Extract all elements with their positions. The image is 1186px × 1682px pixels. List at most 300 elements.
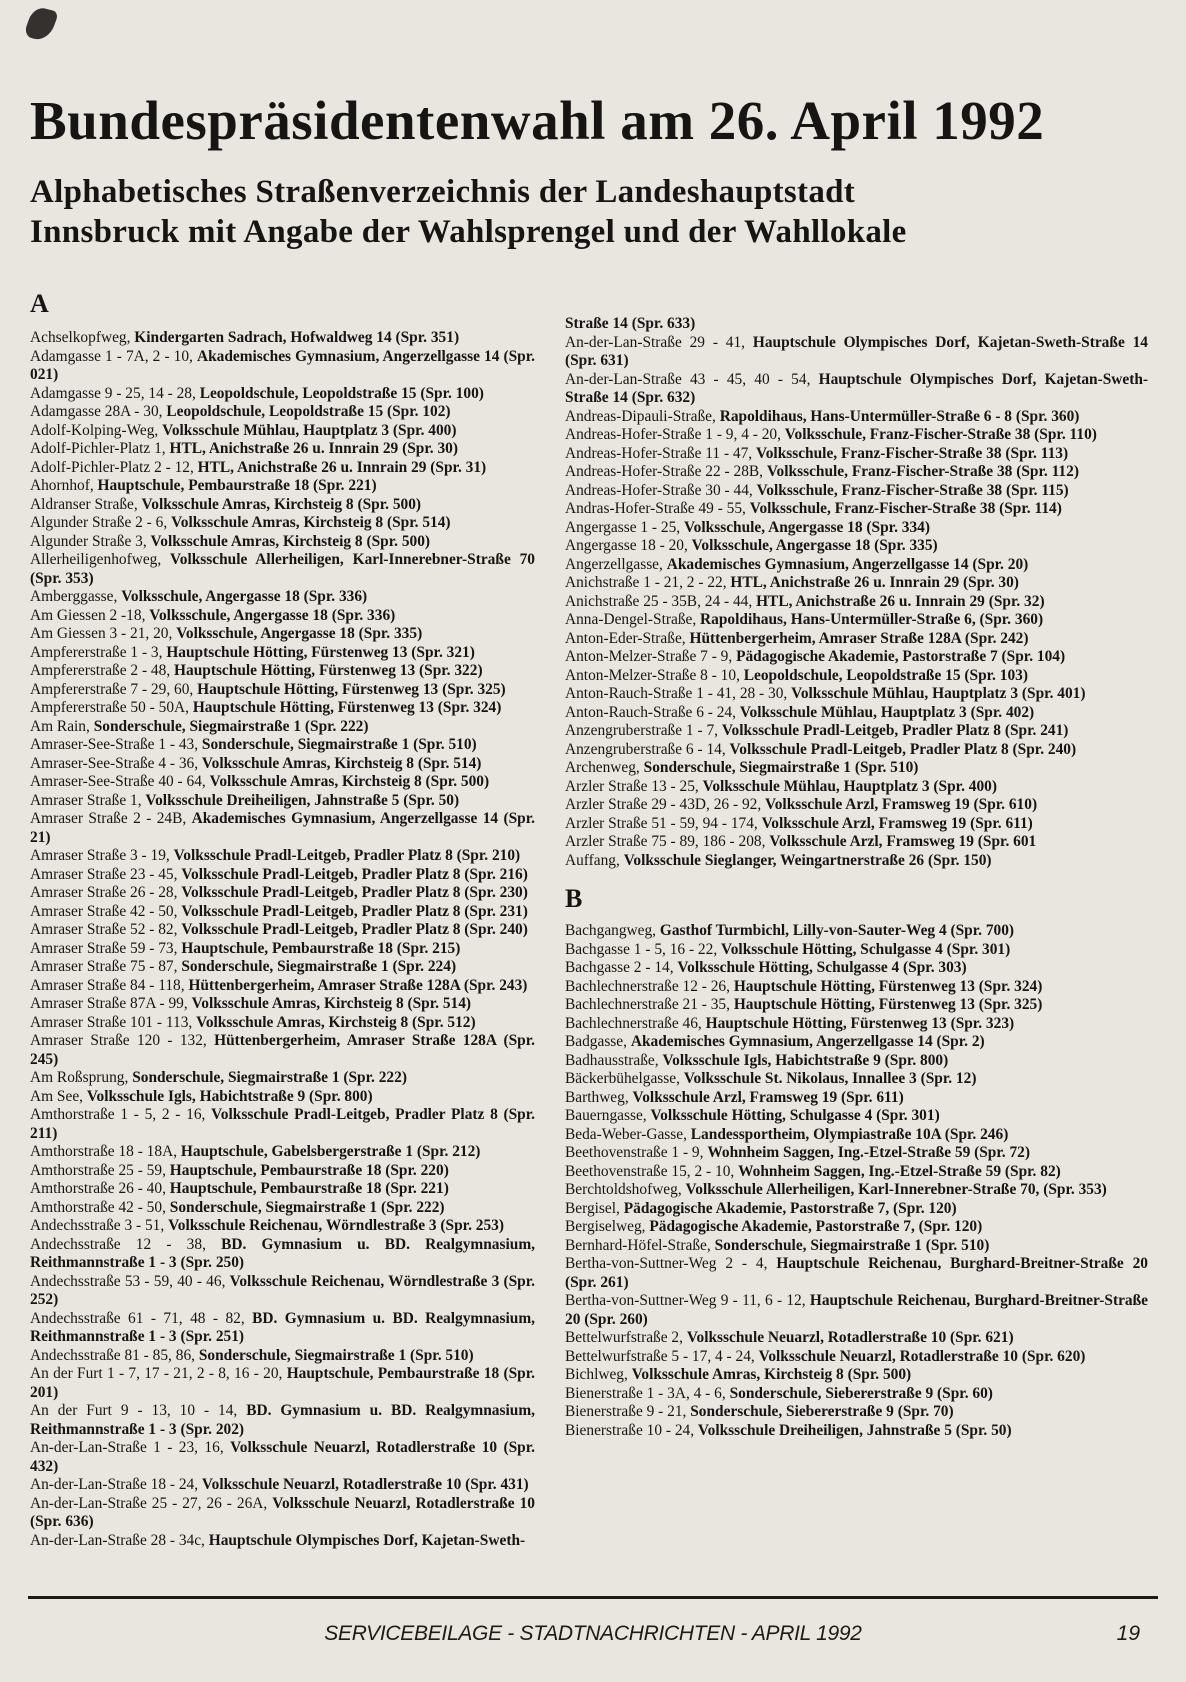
street-name: Bachgasse 2 - 14, [565, 959, 678, 976]
street-entry [30, 644, 535, 663]
polling-place-info: Rapoldihaus, Hans-Untermüller-Straße 6 - 8 (Spr. 360) [719, 407, 1080, 425]
street-name: Ampfererstraße 1 - 3, [30, 643, 167, 661]
polling-place-info: Pädagogische Akademie, Pastorstraße 7 (Spr. 104) [736, 648, 1066, 665]
polling-place-info: Hüttenbergerheim, Amraser Straße 128A (Spr. 245) [30, 1032, 535, 1068]
street-name: An-der-Lan-Straße 1 - 23, 16, [30, 1439, 231, 1456]
street-entry [565, 630, 1148, 649]
polling-place-info: Leopoldschule, Leopoldstraße 15 (Spr. 103) [743, 666, 1028, 684]
polling-place-info: Volksschule St. Nikolaus, Innallee 3 (Spr. 12) [683, 1070, 977, 1087]
street-name: Anton-Rauch-Straße 6 - 24, [565, 703, 740, 721]
street-entry [565, 611, 1148, 630]
polling-place-info: Volksschule Dreiheiligen, Jahnstraße 5 (Spr. 50) [697, 1421, 1012, 1439]
street-name: Andechsstraße 3 - 51, [30, 1217, 169, 1234]
street-name: Algunder Straße 2 - 6, [30, 514, 172, 531]
street-entry [30, 1217, 535, 1236]
street-name: Arzler Straße 51 - 59, 94 - 174, [565, 814, 762, 832]
street-name: Barthweg, [565, 1088, 633, 1106]
street-name: Bienerstraße 9 - 21, [565, 1403, 691, 1420]
street-entry [30, 1273, 535, 1310]
street-name: Bachgasse 1 - 5, 16 - 22, [565, 940, 722, 958]
street-name: Anichstraße 25 - 35B, 24 - 44, [565, 592, 757, 610]
street-name: Adamgasse 1 - 7A, 2 - 10, [30, 347, 197, 365]
street-entry [565, 593, 1148, 612]
street-entry [565, 704, 1148, 723]
street-name: Bichlweg, [565, 1366, 632, 1383]
street-name: Amraser Straße 87A - 99, [30, 995, 192, 1012]
street-entry [30, 588, 535, 607]
polling-place-info: Volksschule Pradl-Leitgeb, Pradler Platz 8 (Spr. 240) [729, 740, 1077, 758]
polling-place-info: Gasthof Turmbichl, Lilly-von-Sauter-Weg 4 (Spr. 700) [659, 922, 1015, 939]
street-name: An-der-Lan-Straße 28 - 34c, [30, 1531, 209, 1549]
street-entry [565, 1181, 1148, 1200]
street-entry [565, 852, 1148, 871]
polling-place-info: Volksschule, Angergasse 18 (Spr. 336) [149, 606, 396, 624]
street-entry [565, 334, 1148, 371]
polling-place-info: Volksschule Reichenau, Wörndlestraße 3 (Spr. 252) [30, 1272, 535, 1308]
polling-place-info: Wohnheim Saggen, Ing.-Etzel-Straße 59 (Spr. 82) [738, 1162, 1061, 1180]
street-entry [30, 1069, 535, 1088]
street-name: Adolf-Kolping-Weg, [30, 421, 163, 439]
street-entry [30, 755, 535, 774]
street-name: Auffang, [565, 851, 624, 869]
polling-place-info: Hauptschule Hötting, Fürstenweg 13 (Spr. 325) [733, 996, 1043, 1013]
street-name: Amraser Straße 3 - 19, [30, 847, 174, 864]
polling-place-info: Volksschule Arzl, Framsweg 19 (Spr. 610) [765, 796, 1038, 813]
polling-place-info: Hauptschule Hötting, Fürstenweg 13 (Spr. 324) [733, 977, 1043, 995]
street-entry [565, 1255, 1148, 1292]
street-name: An-der-Lan-Straße 18 - 24, [30, 1476, 202, 1493]
street-entry [30, 440, 535, 459]
polling-place-info: Volksschule Neuarzl, Rotadlerstraße 10 (Spr. 636) [30, 1494, 535, 1530]
street-entry [565, 667, 1148, 686]
polling-place-info: Akademisches Gymnasium, Angerzellgasse 14 (Spr. 021) [30, 347, 536, 383]
street-entry [30, 884, 535, 903]
polling-place-info: Sonderschule, Siegmairstraße 1 (Spr. 224) [181, 958, 457, 975]
street-entry [30, 958, 535, 977]
scan-artifact [23, 6, 59, 43]
street-name: Bienerstraße 10 - 24, [565, 1421, 698, 1439]
polling-place-info: Volksschule Arzl, Framsweg 19 (Spr. 611) [632, 1088, 904, 1106]
polling-place-info: BD. Gymnasium u. BD. Realgymnasium, Reithmannstraße 1 - 3 (Spr. 250) [30, 1235, 535, 1271]
street-entry [565, 741, 1148, 760]
street-entry [565, 1144, 1148, 1163]
street-entry [565, 1403, 1148, 1422]
street-entry [30, 699, 535, 718]
street-name: Amraser Straße 42 - 50, [30, 902, 182, 920]
street-entry [30, 496, 535, 515]
street-name: Anton-Melzer-Straße 7 - 9, [565, 648, 737, 665]
street-name: Andreas-Hofer-Straße 1 - 9, 4 - 20, [565, 426, 785, 443]
polling-place-info: Volksschule Neuarzl, Rotadlerstraße 10 (Spr. 620) [758, 1347, 1086, 1365]
street-name: Anton-Rauch-Straße 1 - 41, 28 - 30, [565, 685, 792, 702]
polling-place-info: Sonderschule, Siebererstraße 9 (Spr. 70) [690, 1403, 954, 1420]
street-name: Andechsstraße 12 - 38, [30, 1235, 222, 1253]
polling-place-info: Pädagogische Akademie, Pastorstraße 7, (Spr. 120) [623, 1199, 957, 1217]
street-entry [565, 315, 1148, 334]
street-name: Beethovenstraße 1 - 9, [565, 1144, 708, 1161]
polling-place-info: Volksschule Amras, Kirchsteig 8 (Spr. 514) [171, 514, 451, 531]
street-name: Andechsstraße 53 - 59, 40 - 46, [30, 1272, 230, 1290]
street-name: Amraser Straße 2 - 24B, [30, 810, 192, 827]
street-name: Bachlechnerstraße 21 - 35, [565, 996, 734, 1013]
street-entry [565, 371, 1148, 408]
street-entry [565, 1366, 1148, 1385]
street-entry [565, 574, 1148, 593]
street-entry [30, 1143, 535, 1162]
street-entry [565, 1329, 1148, 1348]
street-entry [30, 385, 535, 404]
polling-place-info: Volksschule Igls, Habichtstraße 9 (Spr. 800) [662, 1051, 949, 1069]
street-name: Adolf-Pichler-Platz 1, [30, 440, 170, 457]
street-entry [565, 408, 1148, 427]
street-name: Amthorstraße 18 - 18A, [30, 1143, 181, 1160]
street-name: Andechsstraße 61 - 71, 48 - 82, [30, 1309, 253, 1327]
section-heading: A [30, 289, 49, 318]
street-entry [30, 403, 535, 422]
street-entry [30, 718, 535, 737]
street-name: Badgasse, [565, 1033, 631, 1050]
street-entry [30, 977, 535, 996]
street-entry [30, 1199, 535, 1218]
polling-place-info: Landessportheim, Olympiastraße 10A (Spr. 246) [690, 1125, 1009, 1143]
polling-place-info: Volksschule Pradl-Leitgeb, Pradler Platz 8 (Spr. 231) [181, 902, 528, 920]
street-entry [565, 722, 1148, 741]
page-subtitle-line1: Alphabetisches Straßenverzeichnis der Landeshauptstadt [30, 174, 856, 210]
street-name: Beda-Weber-Gasse, [565, 1125, 691, 1143]
street-name: Angergasse 18 - 20, [565, 537, 692, 554]
street-name: An-der-Lan-Straße 25 - 27, 26 - 26A, [30, 1494, 273, 1512]
polling-place-info: Hauptschule, Pembaurstraße 18 (Spr. 220) [169, 1161, 449, 1179]
polling-place-info: Volksschule, Angergasse 18 (Spr. 335) [176, 625, 423, 642]
street-name: Beethovenstraße 15, 2 - 10, [565, 1162, 739, 1180]
polling-place-info: Volksschule Hötting, Schulgasse 4 (Spr. 301) [650, 1107, 940, 1124]
street-name: Andreas-Hofer-Straße 11 - 47, [565, 444, 757, 462]
street-entry [30, 1032, 535, 1069]
street-name: Andras-Hofer-Straße 49 - 55, [565, 500, 750, 517]
street-name: Anzengruberstraße 1 - 7, [565, 722, 722, 739]
polling-place-info: Sonderschule, Siegmairstraße 1 (Spr. 510) [198, 1346, 474, 1364]
street-name: Amraser Straße 23 - 45, [30, 865, 182, 883]
street-entry [565, 1385, 1148, 1404]
street-entry [30, 514, 535, 533]
polling-place-info: Hauptschule Hötting, Fürstenweg 13 (Spr. 322) [174, 662, 483, 679]
street-name: An-der-Lan-Straße 29 - 41, [565, 333, 753, 351]
street-name: An-der-Lan-Straße 43 - 45, 40 - 54, [565, 370, 819, 388]
polling-place-info: HTL, Anichstraße 26 u. Innrain 29 (Spr. 30) [730, 574, 1019, 591]
polling-place-info: Volksschule Mühlau, Hauptplatz 3 (Spr. 400) [702, 777, 997, 795]
street-name: Anichstraße 1 - 21, 2 - 22, [565, 574, 731, 591]
street-entry [30, 477, 535, 496]
street-entry [30, 625, 535, 644]
polling-place-info: Volksschule, Franz-Fischer-Straße 38 (Spr. 112) [766, 463, 1079, 480]
street-name: Adamgasse 28A - 30, [30, 403, 167, 420]
street-name: Ahornhof, [30, 477, 98, 494]
street-entry [565, 815, 1148, 834]
street-name: Amthorstraße 42 - 50, [30, 1198, 170, 1216]
polling-place-info: Volksschule Amras, Kirchsteig 8 (Spr. 500) [631, 1366, 912, 1383]
street-entry [30, 995, 535, 1014]
polling-place-info: Volksschule Igls, Habichtstraße 9 (Spr. 800) [86, 1087, 373, 1105]
street-entry [565, 941, 1148, 960]
street-name: Bettelwurfstraße 5 - 17, 4 - 24, [565, 1347, 759, 1365]
street-entry [30, 773, 535, 792]
street-entry [565, 1292, 1148, 1329]
street-name: Angerzellgasse, [565, 555, 667, 573]
street-name: Ampfererstraße 50 - 50A, [30, 699, 193, 716]
polling-place-info: Volksschule Hötting, Schulgasse 4 (Spr. 301) [721, 940, 1011, 958]
street-name: Am See, [30, 1087, 87, 1105]
street-name: Bienerstraße 1 - 3A, 4 - 6, [565, 1384, 730, 1402]
polling-place-info: Volksschule Pradl-Leitgeb, Pradler Platz 8 (Spr. 241) [721, 722, 1069, 739]
street-entry [30, 921, 535, 940]
polling-place-info: Volksschule Mühlau, Hauptplatz 3 (Spr. 402) [739, 703, 1035, 721]
polling-place-info: Hauptschule Olympisches Dorf, Kajetan-Sweth- [208, 1531, 526, 1549]
polling-place-info: Sonderschule, Siegmairstraße 1 (Spr. 510) [643, 759, 919, 776]
polling-place-info: Sonderschule, Siegmairstraße 1 (Spr. 510) [201, 736, 477, 753]
street-entry [565, 519, 1148, 538]
street-entry [30, 662, 535, 681]
street-entry [565, 1126, 1148, 1145]
polling-place-info: Volksschule Amras, Kirchsteig 8 (Spr. 500) [209, 773, 490, 790]
street-entry [565, 1422, 1148, 1441]
polling-place-info: Volksschule Amras, Kirchsteig 8 (Spr. 514) [201, 754, 482, 772]
street-entry [30, 1495, 535, 1532]
street-entry [565, 778, 1148, 797]
polling-place-info: Volksschule Neuarzl, Rotadlerstraße 10 (Spr. 432) [30, 1439, 535, 1475]
street-entry [565, 1089, 1148, 1108]
street-entry [565, 685, 1148, 704]
polling-place-info: Sonderschule, Siegmairstraße 1 (Spr. 222) [93, 717, 369, 735]
street-entry [30, 810, 535, 847]
street-entry [565, 1348, 1148, 1367]
street-entry [30, 1365, 535, 1402]
street-entry [565, 1218, 1148, 1237]
polling-place-info: Volksschule Arzl, Framsweg 19 (Spr. 611) [761, 814, 1033, 832]
street-entry [30, 607, 535, 626]
polling-place-info: Hauptschule, Pembaurstraße 18 (Spr. 221) [97, 477, 377, 494]
street-name: Berchtoldshofweg, [565, 1181, 686, 1198]
street-name: Am Roßsprung, [30, 1069, 133, 1086]
polling-place-info: Volksschule Reichenau, Wörndlestraße 3 (Spr. 253) [168, 1217, 504, 1234]
street-name: Adamgasse 9 - 25, 14 - 28, [30, 384, 200, 402]
street-entry [565, 796, 1148, 815]
polling-place-info: Volksschule, Franz-Fischer-Straße 38 (Spr. 110) [784, 426, 1097, 443]
street-entry [30, 903, 535, 922]
street-name: Andreas-Hofer-Straße 30 - 44, [565, 481, 757, 499]
street-entry [565, 922, 1148, 941]
street-name: Ampfererstraße 2 - 48, [30, 662, 175, 679]
polling-place-info: Volksschule Amras, Kirchsteig 8 (Spr. 514) [191, 995, 472, 1012]
street-directory [30, 285, 1148, 1585]
polling-place-info: Hauptschule Olympisches Dorf, Kajetan-Sweth-Straße 14 (Spr. 632) [565, 370, 1148, 406]
street-name: Amraser Straße 52 - 82, [30, 921, 182, 938]
street-name: Amthorstraße 1 - 5, 2 - 16, [30, 1106, 212, 1123]
street-name: Amraser Straße 26 - 28, [30, 884, 182, 901]
polling-place-info: Volksschule Amras, Kirchsteig 8 (Spr. 500) [141, 495, 422, 513]
street-name: Arzler Straße 75 - 89, 186 - 208, [565, 833, 770, 850]
street-name: Badhausstraße, [565, 1051, 663, 1069]
polling-place-info: Hauptschule, Pembaurstraße 18 (Spr. 221) [169, 1180, 449, 1197]
street-entry [565, 445, 1148, 464]
polling-place-info: Volksschule Neuarzl, Rotadlerstraße 10 (Spr. 431) [201, 1476, 529, 1493]
street-name: Achselkopfweg, [30, 329, 135, 346]
street-entry [30, 348, 535, 385]
street-name: Archenweg, [565, 759, 644, 776]
street-entry [565, 1200, 1148, 1219]
street-entry [565, 482, 1148, 501]
street-entry [30, 1532, 535, 1551]
polling-place-info: Volksschule Pradl-Leitgeb, Pradler Platz 8 (Spr. 240) [181, 921, 528, 938]
polling-place-info: Volksschule, Franz-Fischer-Straße 38 (Spr. 114) [749, 500, 1062, 517]
polling-place-info: Hauptschule Hötting, Fürstenweg 13 (Spr. 321) [166, 643, 475, 661]
street-entry [565, 537, 1148, 556]
polling-place-info: Volksschule Neuarzl, Rotadlerstraße 10 (Spr. 621) [686, 1329, 1014, 1346]
polling-place-info: Hauptschule Hötting, Fürstenweg 13 (Spr. 325) [197, 680, 506, 698]
polling-place-info: Hauptschule, Pembaurstraße 18 (Spr. 201) [30, 1365, 535, 1401]
polling-place-info: Hauptschule Reichenau, Burghard-Breitner-Straße 20 (Spr. 260) [565, 1292, 1148, 1328]
polling-place-info: Rapoldihaus, Hans-Untermüller-Straße 6, (Spr. 360) [700, 611, 1044, 628]
footer-divider [28, 1596, 1158, 1599]
street-name: Andreas-Dipauli-Straße, [565, 407, 720, 425]
polling-place-info: Leopoldschule, Leopoldstraße 15 (Spr. 100) [199, 384, 484, 402]
polling-place-info: Sonderschule, Siegmairstraße 1 (Spr. 222) [169, 1198, 445, 1216]
polling-place-info: Volksschule Dreiheiligen, Jahnstraße 5 (Spr. 50) [145, 791, 460, 809]
street-entry [30, 329, 535, 348]
street-name: Anzengruberstraße 6 - 14, [565, 740, 730, 758]
street-name: Bachlechnerstraße 46, [565, 1014, 706, 1032]
polling-place-info: Volksschule, Angergasse 18 (Spr. 334) [683, 518, 930, 536]
polling-place-info: Volksschule Allerheiligen, Karl-Innerebner-Straße 70, (Spr. 353) [685, 1181, 1107, 1198]
street-name: Amberggasse, [30, 588, 122, 605]
polling-place-info: Sonderschule, Siegmairstraße 1 (Spr. 222) [132, 1069, 407, 1086]
polling-place-info: Hauptschule, Gabelsbergerstraße 1 (Spr. 212) [180, 1143, 481, 1160]
street-entry [565, 426, 1148, 445]
polling-place-info: Hauptschule Hötting, Fürstenweg 13 (Spr. 323) [705, 1014, 1015, 1032]
street-name: Amthorstraße 26 - 40, [30, 1180, 170, 1197]
footer-text: SERVICEBEILAGE - STADTNACHRICHTEN - APRIL 1992 [324, 1622, 862, 1645]
polling-place-info: Pädagogische Akademie, Pastorstraße 7, (Spr. 120) [649, 1218, 983, 1235]
polling-place-info: Volksschule Pradl-Leitgeb, Pradler Platz 8 (Spr. 211) [30, 1106, 535, 1142]
street-entry [30, 847, 535, 866]
street-name: Bertha-von-Suttner-Weg 2 - 4, [565, 1255, 777, 1272]
column-left [30, 285, 535, 1585]
polling-place-info: Leopoldschule, Leopoldstraße 15 (Spr. 102) [166, 403, 451, 420]
street-name: Bachlechnerstraße 12 - 26, [565, 977, 734, 995]
street-entry [30, 1347, 535, 1366]
street-name: Amthorstraße 25 - 59, [30, 1161, 170, 1179]
polling-place-info: Volksschule Mühlau, Hauptplatz 3 (Spr. 401) [791, 685, 1086, 702]
street-entry [30, 551, 535, 588]
street-entry [565, 556, 1148, 575]
street-name: Andreas-Hofer-Straße 22 - 28B, [565, 463, 767, 480]
street-entry [565, 959, 1148, 978]
polling-place-info: Volksschule, Angergasse 18 (Spr. 335) [691, 537, 938, 554]
street-entry [30, 1162, 535, 1181]
street-name: Bachgangweg, [565, 922, 660, 939]
street-entry [565, 1033, 1148, 1052]
street-entry [30, 1402, 535, 1439]
page-number: 19 [1116, 1622, 1140, 1645]
street-name: Amraser Straße 59 - 73, [30, 939, 182, 957]
street-name: Bernhard-Höfel-Straße, [565, 1236, 715, 1254]
street-entry [565, 978, 1148, 997]
street-name: Am Rain, [30, 717, 94, 735]
street-name: Amraser Straße 84 - 118, [30, 976, 189, 994]
street-entry [30, 1236, 535, 1273]
polling-place-info: Volksschule Hötting, Schulgasse 4 (Spr. 303) [677, 959, 967, 976]
street-entry [30, 1014, 535, 1033]
street-name: Bergiselweg, [565, 1218, 650, 1235]
street-entry [565, 1070, 1148, 1089]
street-entry [30, 940, 535, 959]
street-entry [565, 1015, 1148, 1034]
street-entry [30, 1088, 535, 1107]
polling-place-info: Kindergarten Sadrach, Hofwaldweg 14 (Spr. 351) [134, 329, 460, 346]
polling-place-info: Volksschule Mühlau, Hauptplatz 3 (Spr. 400) [162, 421, 457, 439]
street-entry [565, 1052, 1148, 1071]
street-entry [30, 1106, 535, 1143]
street-name: Anton-Melzer-Straße 8 - 10, [565, 666, 744, 684]
street-entry [565, 1163, 1148, 1182]
street-name: Bertha-von-Suttner-Weg 9 - 11, 6 - 12, [565, 1292, 810, 1309]
polling-place-info: Sonderschule, Siegmairstraße 1 (Spr. 510) [714, 1236, 990, 1254]
polling-place-info: Hauptschule Olympisches Dorf, Kajetan-Sweth-Straße 14 (Spr. 631) [565, 333, 1148, 369]
street-name: Amraser-See-Straße 4 - 36, [30, 754, 202, 772]
polling-place-info: HTL, Anichstraße 26 u. Innrain 29 (Spr. 30) [169, 440, 458, 457]
polling-place-info: Volksschule, Angergasse 18 (Spr. 336) [121, 588, 368, 605]
street-entry [30, 736, 535, 755]
street-name: Algunder Straße 3, [30, 532, 151, 550]
polling-place-info: Volksschule Sieglanger, Weingartnerstraße 26 (Spr. 150) [623, 851, 992, 869]
street-entry [30, 866, 535, 885]
polling-place-info: Volksschule Amras, Kirchsteig 8 (Spr. 512) [196, 1013, 476, 1031]
street-name: Amraser-See-Straße 1 - 43, [30, 736, 202, 753]
street-name: Amraser Straße 1, [30, 791, 146, 809]
street-name: Ampfererstraße 7 - 29, 60, [30, 680, 198, 698]
polling-place-info: HTL, Anichstraße 26 u. Innrain 29 (Spr. 31) [197, 458, 487, 476]
street-entry [30, 1180, 535, 1199]
street-name: Bettelwurfstraße 2, [565, 1329, 687, 1346]
polling-place-info: BD. Gymnasium u. BD. Realgymnasium, Reithmannstraße 1 - 3 (Spr. 251) [30, 1309, 535, 1345]
street-name: Bergisel, [565, 1199, 624, 1217]
street-name: Amraser Straße 101 - 113, [30, 1013, 197, 1031]
polling-place-info: Volksschule Pradl-Leitgeb, Pradler Platz 8 (Spr. 210) [173, 847, 521, 864]
street-entry [565, 833, 1148, 852]
polling-place-info: HTL, Anichstraße 26 u. Innrain 29 (Spr. 32) [756, 592, 1045, 610]
polling-place-info: Wohnheim Saggen, Ing.-Etzel-Straße 59 (Spr. 72) [707, 1144, 1030, 1161]
street-name: Aldranser Straße, [30, 495, 142, 513]
street-entry [30, 1476, 535, 1495]
street-entry [565, 1107, 1148, 1126]
street-name: Amraser Straße 75 - 87, [30, 958, 182, 975]
street-name: Adolf-Pichler-Platz 2 - 12, [30, 458, 198, 476]
polling-place-info: Volksschule Pradl-Leitgeb, Pradler Platz 8 (Spr. 230) [181, 884, 528, 901]
street-name: Andechsstraße 81 - 85, 86, [30, 1346, 199, 1364]
polling-place-info: Hauptschule, Pembaurstraße 18 (Spr. 215) [181, 939, 461, 957]
street-entry [30, 1439, 535, 1476]
street-name: Angergasse 1 - 25, [565, 518, 684, 536]
polling-place-info: Akademisches Gymnasium, Angerzellgasse 14 (Spr. 20) [666, 555, 1029, 573]
column-right [565, 285, 1148, 1585]
section-heading: B [565, 884, 583, 913]
street-entry [30, 1310, 535, 1347]
page-title: Bundespräsidentenwahl am 26. April 1992 [30, 90, 1045, 151]
street-entry [565, 648, 1148, 667]
street-entry [565, 996, 1148, 1015]
page-subtitle [30, 172, 1146, 253]
street-entry [565, 1237, 1148, 1256]
street-entry [565, 759, 1148, 778]
